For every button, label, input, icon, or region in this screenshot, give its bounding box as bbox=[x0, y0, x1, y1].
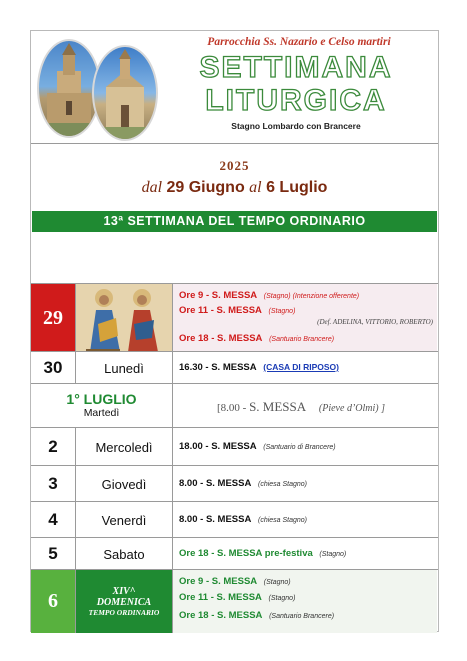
header bbox=[31, 31, 438, 144]
events-4 bbox=[173, 502, 437, 538]
events-3 bbox=[173, 466, 437, 502]
table-row-1-luglio bbox=[31, 383, 438, 428]
event-6-ore-18: Ore 18 - S. MESSA (Santuario Brancere) bbox=[179, 610, 335, 621]
weekday: Venerdì bbox=[76, 502, 173, 538]
bulletin-sheet bbox=[30, 30, 439, 632]
day-number: 30 bbox=[31, 352, 76, 384]
event-6-ore-11: Ore 11 - S. MESSA (Stagno) bbox=[179, 592, 296, 603]
events-29 bbox=[173, 284, 437, 352]
weekday: Lunedì bbox=[76, 352, 173, 384]
event-4: 8.00 - S. MESSA (chiesa Stagno) bbox=[179, 514, 308, 525]
weekday: Sabato bbox=[76, 538, 173, 570]
event-3: 8.00 - S. MESSA (chiesa Stagno) bbox=[179, 478, 308, 489]
event-5: Ore 18 - S. MESSA pre-festiva (Stagno) bbox=[179, 548, 347, 559]
event-29-ore-18: Ore 18 - S. MESSA (Santuario Brancere) bbox=[179, 333, 335, 344]
table-row-6 bbox=[31, 569, 438, 633]
event-30: 16.30 - S. MESSA (CASA DI RIPOSO) bbox=[179, 362, 339, 373]
subtitle-towns: Stagno Lombardo con Brancere bbox=[231, 121, 361, 131]
year: 2025 bbox=[219, 158, 250, 173]
event-29-ore-11: Ore 11 - S. MESSA (Stagno) bbox=[179, 305, 296, 316]
date-end: 6 Luglio bbox=[266, 179, 328, 196]
day-number: 29 bbox=[31, 284, 76, 352]
day-number: 3 bbox=[31, 466, 76, 502]
date-start: 29 Giugno bbox=[166, 179, 245, 196]
event-6-ore-9: Ore 9 - S. MESSA (Stagno) bbox=[179, 576, 291, 587]
event-29-ore-9: Ore 9 - S. MESSA (Stagno) (Intenzione offerente) bbox=[179, 290, 360, 301]
day-number: 6 bbox=[31, 570, 76, 633]
date-from-word: dal bbox=[141, 179, 163, 196]
events-6 bbox=[173, 570, 437, 633]
events-1-luglio bbox=[173, 384, 437, 428]
table-row-29 bbox=[31, 283, 438, 352]
table-row-3 bbox=[31, 465, 438, 502]
events-30 bbox=[173, 352, 437, 384]
sunday-label: XIV^ DOMENICA TEMPO ORDINARIO bbox=[76, 570, 173, 633]
events-2 bbox=[173, 428, 437, 466]
events-5 bbox=[173, 538, 437, 570]
day-cell-1-luglio bbox=[31, 384, 173, 428]
date-to-word: al bbox=[249, 179, 262, 196]
title-liturgica: LITURGICA bbox=[205, 84, 387, 117]
title-settimana: SETTIMANA bbox=[199, 51, 393, 84]
date-range bbox=[31, 179, 438, 197]
weekday: Mercoledì bbox=[76, 428, 173, 466]
saints-painting-icon bbox=[76, 284, 172, 352]
parish-name: Parrocchia Ss. Nazario e Celso martiri bbox=[207, 36, 391, 48]
table-row-4 bbox=[31, 501, 438, 538]
day-number-label: 1° LUGLIO bbox=[66, 391, 137, 407]
table-row-5 bbox=[31, 537, 438, 570]
table-row-30 bbox=[31, 351, 438, 384]
saints-peter-paul-image bbox=[76, 284, 173, 352]
event-29-ore-11-note: (Def. ADELINA, VITTORIO, ROBERTO) bbox=[317, 318, 433, 326]
table-row-2 bbox=[31, 427, 438, 466]
church-facade-icon bbox=[94, 47, 156, 139]
event-2: 18.00 - S. MESSA (Santuario di Brancere) bbox=[179, 441, 336, 452]
church-bell-tower-icon bbox=[39, 41, 99, 136]
day-number: 2 bbox=[31, 428, 76, 466]
church-photo-brancere bbox=[92, 45, 158, 141]
weekday: Martedì bbox=[83, 407, 120, 419]
event-1-luglio: [8.00 - S. MESSA (Pieve d’Olmi) ] bbox=[217, 399, 385, 414]
week-banner: 13ª SETTIMANA DEL TEMPO ORDINARIO bbox=[32, 211, 437, 232]
day-number: 5 bbox=[31, 538, 76, 570]
weekday: Giovedì bbox=[76, 466, 173, 502]
day-number: 4 bbox=[31, 502, 76, 538]
